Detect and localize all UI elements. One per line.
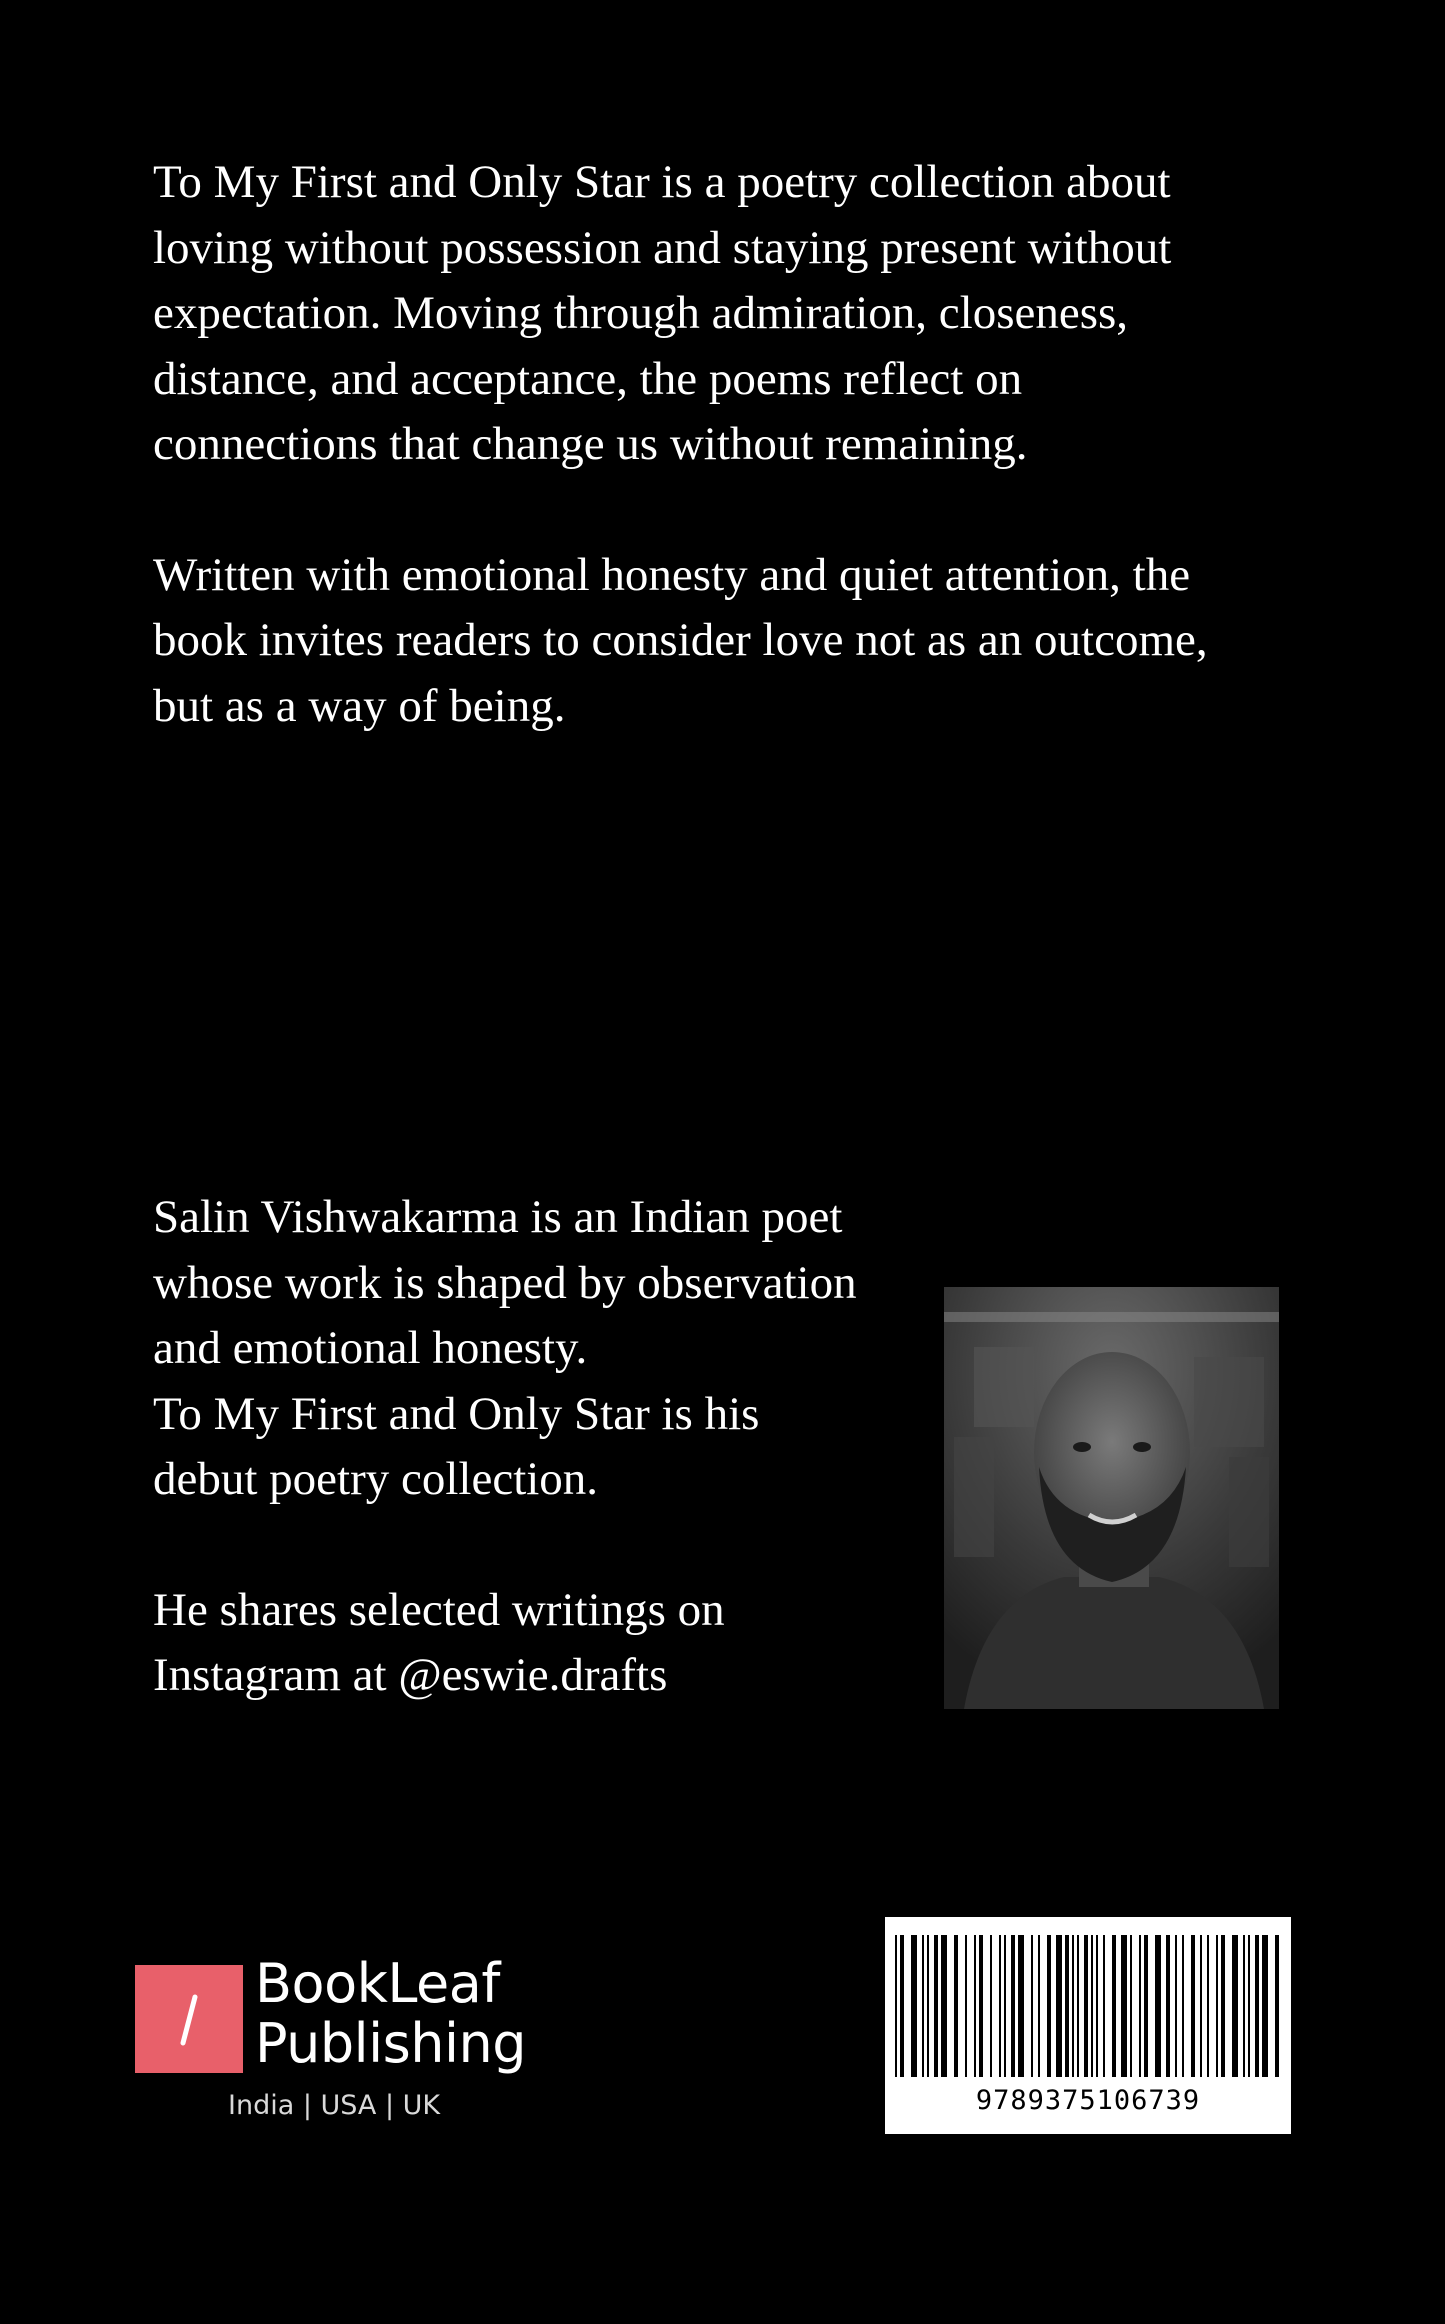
bio-paragraph-1 <box>153 1185 933 1513</box>
barcode-bar <box>1047 1935 1051 2077</box>
barcode-bar <box>1065 1935 1069 2077</box>
barcode-bar <box>911 1935 917 2077</box>
barcode-bar <box>1243 1935 1245 2077</box>
barcode-bar <box>941 1935 947 2077</box>
barcode-bar <box>900 1935 904 2077</box>
barcode-bar <box>895 1935 897 2077</box>
barcode-bar <box>1121 1935 1127 2077</box>
bio-line: whose work is shaped by observation <box>153 1256 857 1309</box>
bio-line: He shares selected writings on <box>153 1583 725 1636</box>
publisher-name-line-2: Publishing <box>255 2012 526 2075</box>
barcode-bar <box>1091 1935 1093 2077</box>
barcode-bar <box>1084 1935 1088 2077</box>
barcode-bar <box>999 1935 1001 2077</box>
bio-line: To My First and Only Star is his <box>153 1387 760 1440</box>
publisher-regions: India | USA | UK <box>228 2090 441 2121</box>
barcode-bar <box>954 1935 958 2077</box>
bio-line: Instagram at @eswie.drafts <box>153 1649 668 1701</box>
barcode-bar <box>1166 1935 1170 2077</box>
barcode-bar <box>990 1935 992 2077</box>
barcode-bar <box>1200 1935 1202 2077</box>
author-bio <box>153 1185 933 1709</box>
blurb-paragraph-1 <box>153 150 1303 478</box>
barcode-bar <box>1262 1935 1268 2077</box>
publisher-name-line-1: BookLeaf <box>255 1952 500 2015</box>
blurb-line: distance, and acceptance, the poems reflect on <box>153 352 1023 405</box>
barcode-bar <box>979 1935 983 2077</box>
barcode-bar <box>934 1935 938 2077</box>
barcode-bar <box>1096 1935 1098 2077</box>
barcode-bar <box>1216 1935 1218 2077</box>
barcode-bar <box>974 1935 976 2077</box>
barcode-bar <box>1038 1935 1040 2077</box>
bio-line: debut poetry collection. <box>153 1453 599 1505</box>
barcode-bar <box>1004 1935 1006 2077</box>
barcode-bar <box>1011 1935 1015 2077</box>
blurb-line: expectation. Moving through admiration, closeness, <box>153 287 1129 339</box>
blurb-line: book invites readers to consider love not as an outcome, <box>153 614 1208 666</box>
publisher-logo-mark <box>135 1965 243 2073</box>
barcode-bar <box>1248 1935 1250 2077</box>
barcode-bar <box>1221 1935 1225 2077</box>
barcode-bar <box>1139 1935 1141 2077</box>
blurb-line: loving without possession and staying present without <box>153 221 1172 274</box>
barcode-bar <box>1232 1935 1238 2077</box>
barcode-bar <box>1175 1935 1177 2077</box>
barcode-bar <box>1182 1935 1184 2077</box>
barcode-bar <box>1275 1935 1279 2077</box>
barcode-bar <box>1103 1935 1105 2077</box>
barcode-bar <box>1207 1935 1209 2077</box>
isbn-number: 9789375106739 <box>975 2085 1201 2116</box>
bio-line: and emotional honesty. <box>153 1322 588 1374</box>
barcode-bar <box>1144 1935 1148 2077</box>
barcode-bar <box>1031 1935 1033 2077</box>
barcode-bar <box>1155 1935 1161 2077</box>
barcode-bar <box>1018 1935 1024 2077</box>
publisher-name <box>255 1954 555 2074</box>
barcode-bar <box>1112 1935 1116 2077</box>
author-photo <box>944 1287 1279 1709</box>
barcode-bar <box>965 1935 967 2077</box>
barcode-bar <box>1056 1935 1062 2077</box>
barcode-bar <box>922 1935 924 2077</box>
barcode-bar <box>1077 1935 1079 2077</box>
barcode-bar <box>1072 1935 1074 2077</box>
isbn-barcode <box>885 1917 1291 2134</box>
blurb-line: To My First and Only Star is a poetry collection about <box>153 156 1171 208</box>
blurb-paragraph-2 <box>153 543 1303 740</box>
barcode-bar <box>1191 1935 1195 2077</box>
bio-line: Salin Vishwakarma is an Indian poet <box>153 1191 843 1243</box>
blurb-line: but as a way of being. <box>153 679 566 732</box>
bio-paragraph-2 <box>153 1578 933 1709</box>
book-blurb <box>153 150 1303 739</box>
blurb-line: Written with emotional honesty and quiet attention, the <box>153 548 1191 601</box>
barcode-bar <box>927 1935 929 2077</box>
blurb-line: connections that change us without remaining. <box>153 418 1028 470</box>
barcode-bar <box>1130 1935 1132 2077</box>
barcode-bar <box>1255 1935 1259 2077</box>
